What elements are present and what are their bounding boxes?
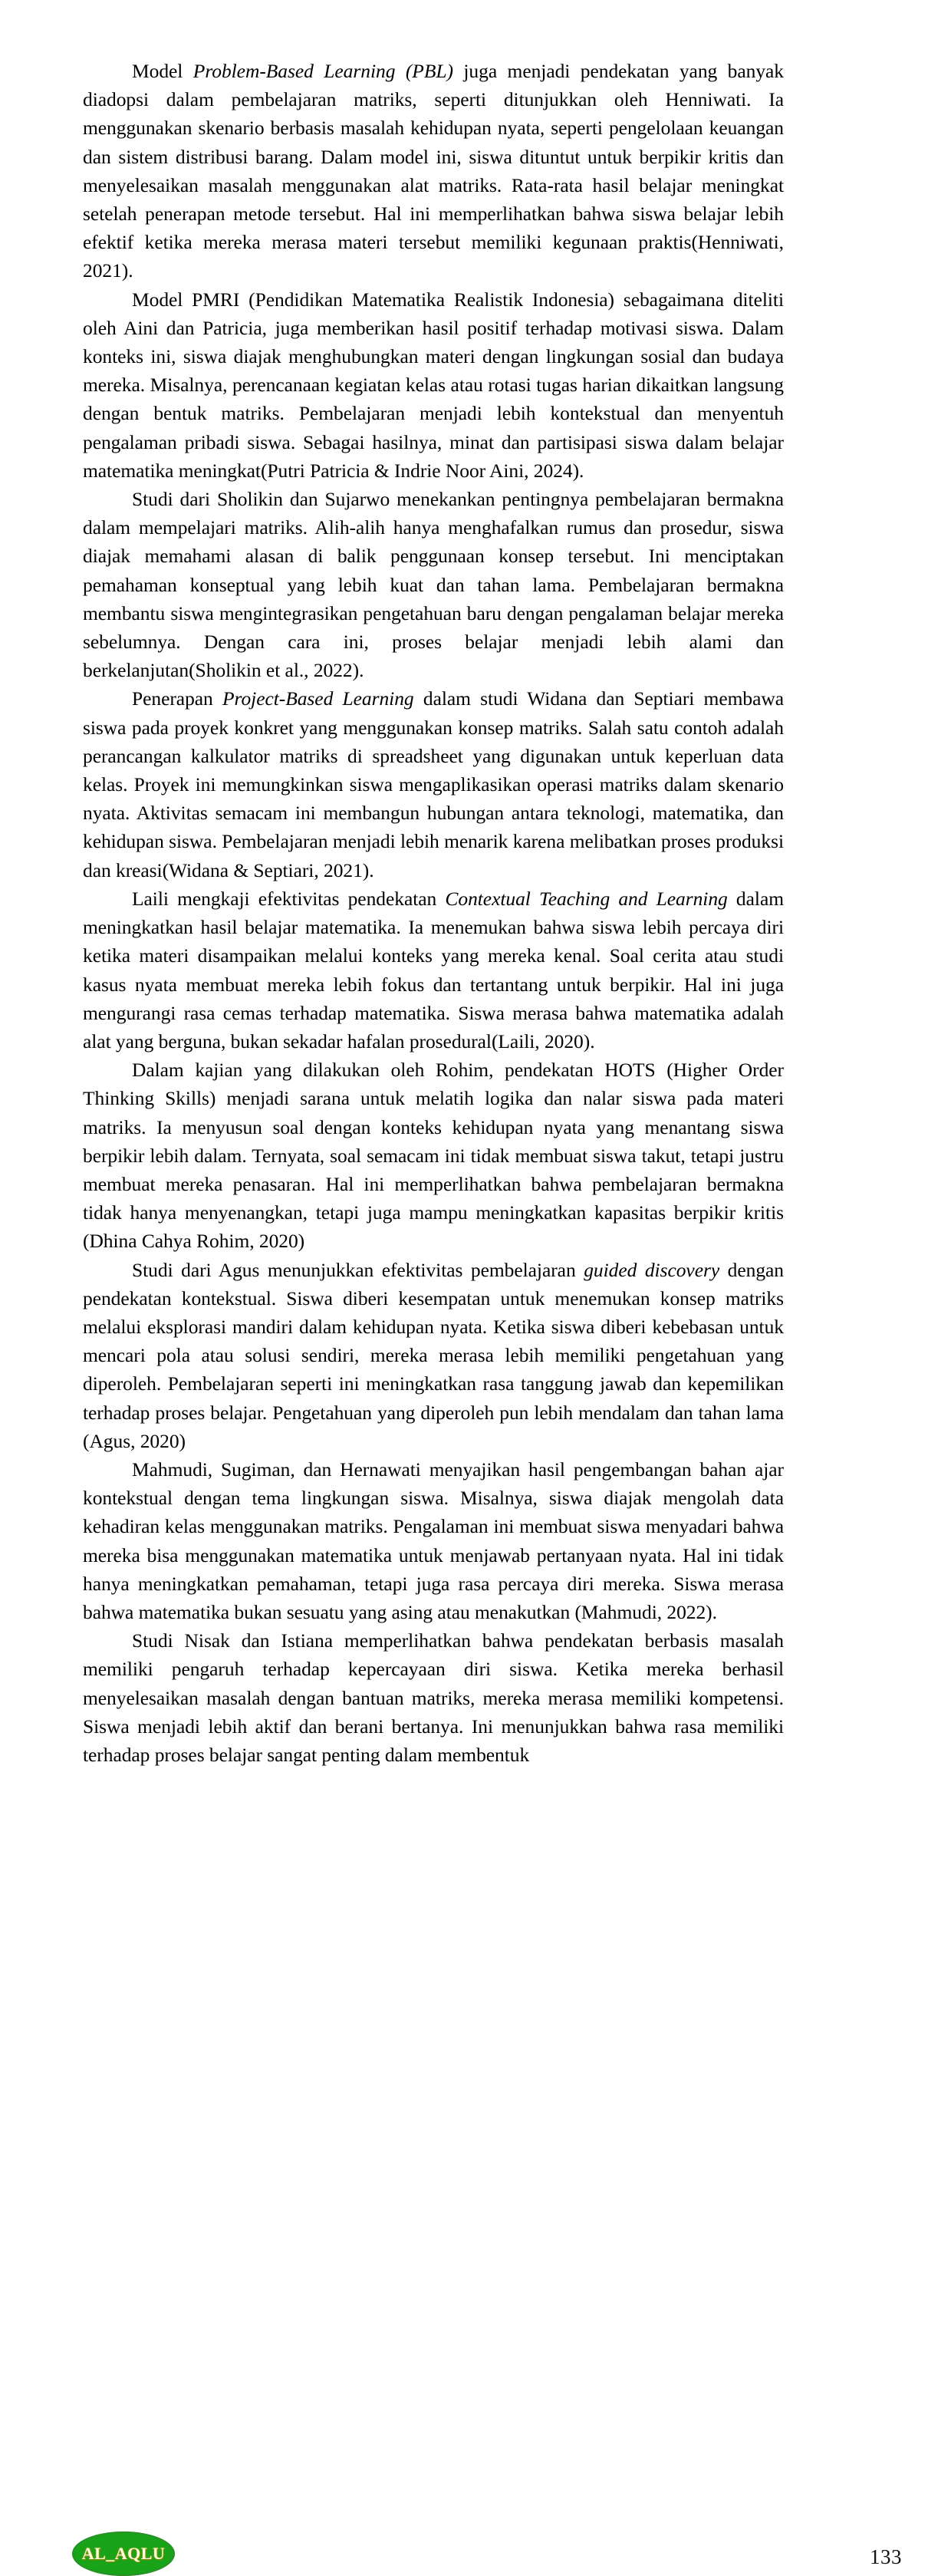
text-run: Dalam kajian yang dilakukan oleh Rohim, pendekatan HOTS (Higher Order Thinking Skills) menjadi sarana untuk melatih logika dan nalar siswa pada materi matriks. Ia menyusun soal dengan konteks kehidupan nyata yang menantang siswa berpikir lebih dalam. Ternyata, soal semacam ini tidak membuat siswa takut, tetapi justru membuat mereka penasaran. Hal ini memperlihatkan bahwa pembelajaran bermakna tidak hanya menyenangkan, tetapi juga mampu meningkatkan kapasitas berpikir kritis (Dhina Cahya Rohim, 2020): [83, 1059, 784, 1253]
paragraph: [83, 285, 784, 485]
text-run: Laili mengkaji efektivitas pendekatan: [132, 887, 446, 910]
page-body-text: [83, 57, 784, 1769]
paragraph: [83, 884, 784, 1056]
text-run: Model: [132, 60, 193, 82]
text-run: Studi dari Sholikin dan Sujarwo menekankan pentingnya pembelajaran bermakna dalam mempelajari matriks. Alih-alih hanya menghafalkan rumus dan prosedur, siswa diajak memahami alasan di balik penggunaan konsep tersebut. Ini menciptakan pemahaman konseptual yang lebih kuat dan tahan lama. Pembelajaran bermakna membantu siswa mengintegrasikan pengetahuan baru dengan pengalaman belajar mereka sebelumnya. Dengan cara ini, proses belajar menjadi lebih alami dan berkelanjutan(Sholikin et al., 2022).: [83, 488, 784, 682]
text-run: dengan pendekatan kontekstual. Siswa diberi kesempatan untuk menemukan konsep matriks melalui eksplorasi mandiri dalam kehidupan nyata. Ketika siswa diberi kebebasan untuk mencari pola atau solusi sendiri, mereka merasa lebih memiliki pengetahuan yang diperoleh. Pembelajaran seperti ini meningkatkan rasa tanggung jawab dan kepemilikan terhadap proses belajar. Pengetahuan yang diperoleh pun lebih mendalam dan tahan lama (Agus, 2020): [83, 1258, 784, 1452]
page-number: 133: [870, 2545, 902, 2568]
paragraph: [83, 1056, 784, 1255]
text-run: Studi dari Agus menunjukkan efektivitas pembelajaran: [132, 1258, 584, 1281]
italic-term: guided discovery: [584, 1258, 720, 1281]
text-run: dalam meningkatkan hasil belajar matematika. Ia menemukan bahwa siswa lebih percaya diri ketika materi disampaikan melalui konteks yang mereka kenal. Soal cerita atau studi kasus nyata membuat mereka lebih fokus dan tertantang untuk berpikir. Hal ini juga mengurangi rasa cemas terhadap matematika. Siswa merasa bahwa matematika adalah alat yang berguna, bukan sekadar hafalan prosedural(Laili, 2020).: [83, 887, 784, 1052]
text-run: Model PMRI (Pendidikan Matematika Realistik Indonesia) sebagaimana diteliti oleh Aini dan Patricia, juga memberikan hasil positif terhadap motivasi siswa. Dalam konteks ini, siswa diajak menghubungkan materi dengan lingkungan sosial dan budaya mereka. Misalnya, perencanaan kegiatan kelas atau rotasi tugas harian dikaitkan langsung dengan bentuk matriks. Pembelajaran menjadi lebih kontekstual dan menyentuh pengalaman pribadi siswa. Sebagai hasilnya, minat dan partisipasi siswa dalam belajar matematika meningkat(Putri Patricia & Indrie Noor Aini, 2024).: [83, 288, 784, 482]
paragraph: [83, 684, 784, 884]
logo-label: AL_AQLU: [81, 2544, 166, 2563]
text-run: dalam studi Widana dan Septiari membawa siswa pada proyek konkret yang menggunakan konsep matriks. Salah satu contoh adalah perancangan kalkulator matriks di spreadsheet yang digunakan untuk keperluan data kelas. Proyek ini memungkinkan siswa mengaplikasikan operasi matriks dalam skenario nyata. Aktivitas semacam ini membangun hubungan antara teknologi, matematika, dan kehidupan siswa. Pembelajaran menjadi lebih menarik karena melibatkan proses produksi dan kreasi(Widana & Septiari, 2021).: [83, 687, 784, 881]
text-run: Mahmudi, Sugiman, dan Hernawati menyajikan hasil pengembangan bahan ajar kontekstual dengan tema lingkungan siswa. Misalnya, siswa diajak mengolah data kehadiran kelas menggunakan matriks. Pengalaman ini membuat siswa menyadari bahwa mereka bisa menggunakan matematika untuk menjawab pertanyaan nyata. Hal ini tidak hanya meningkatkan pemahaman, tetapi juga rasa percaya diri mereka. Siswa merasa bahwa matematika bukan sesuatu yang asing atau menakutkan (Mahmudi, 2022).: [83, 1458, 784, 1623]
italic-term: Project-Based Learning: [222, 687, 414, 710]
al-aqlu-logo: [72, 2532, 175, 2576]
italic-term: Problem-Based Learning (PBL): [193, 60, 453, 82]
paragraph: [83, 485, 784, 684]
text-run: Studi Nisak dan Istiana memperlihatkan bahwa pendekatan berbasis masalah memiliki pengaruh terhadap kepercayaan diri siswa. Ketika mereka berhasil menyelesaikan masalah dengan bantuan matriks, mereka merasa memiliki kompetensi. Siswa menjadi lebih aktif dan berani bertanya. Ini menunjukkan bahwa rasa memiliki terhadap proses belajar sangat penting dalam membentuk: [83, 1629, 784, 1766]
text-run: juga menjadi pendekatan yang banyak diadopsi dalam pembelajaran matriks, seperti ditunjukkan oleh Henniwati. Ia menggunakan skenario berbasis masalah kehidupan nyata, seperti pengelolaan keuangan dan sistem distribusi barang. Dalam model ini, siswa dituntut untuk berpikir kritis dan menyelesaikan masalah menggunakan alat matriks. Rata-rata hasil belajar meningkat setelah penerapan metode tersebut. Hal ini memperlihatkan bahwa siswa belajar lebih efektif ketika mereka merasa materi tersebut memiliki kegunaan praktis(Henniwati, 2021).: [83, 60, 785, 282]
paragraph: [83, 57, 784, 285]
paragraph: [83, 1626, 784, 1769]
italic-term: Contextual Teaching and Learning: [445, 887, 728, 910]
paragraph: [83, 1455, 784, 1626]
text-run: Penerapan: [132, 687, 222, 710]
